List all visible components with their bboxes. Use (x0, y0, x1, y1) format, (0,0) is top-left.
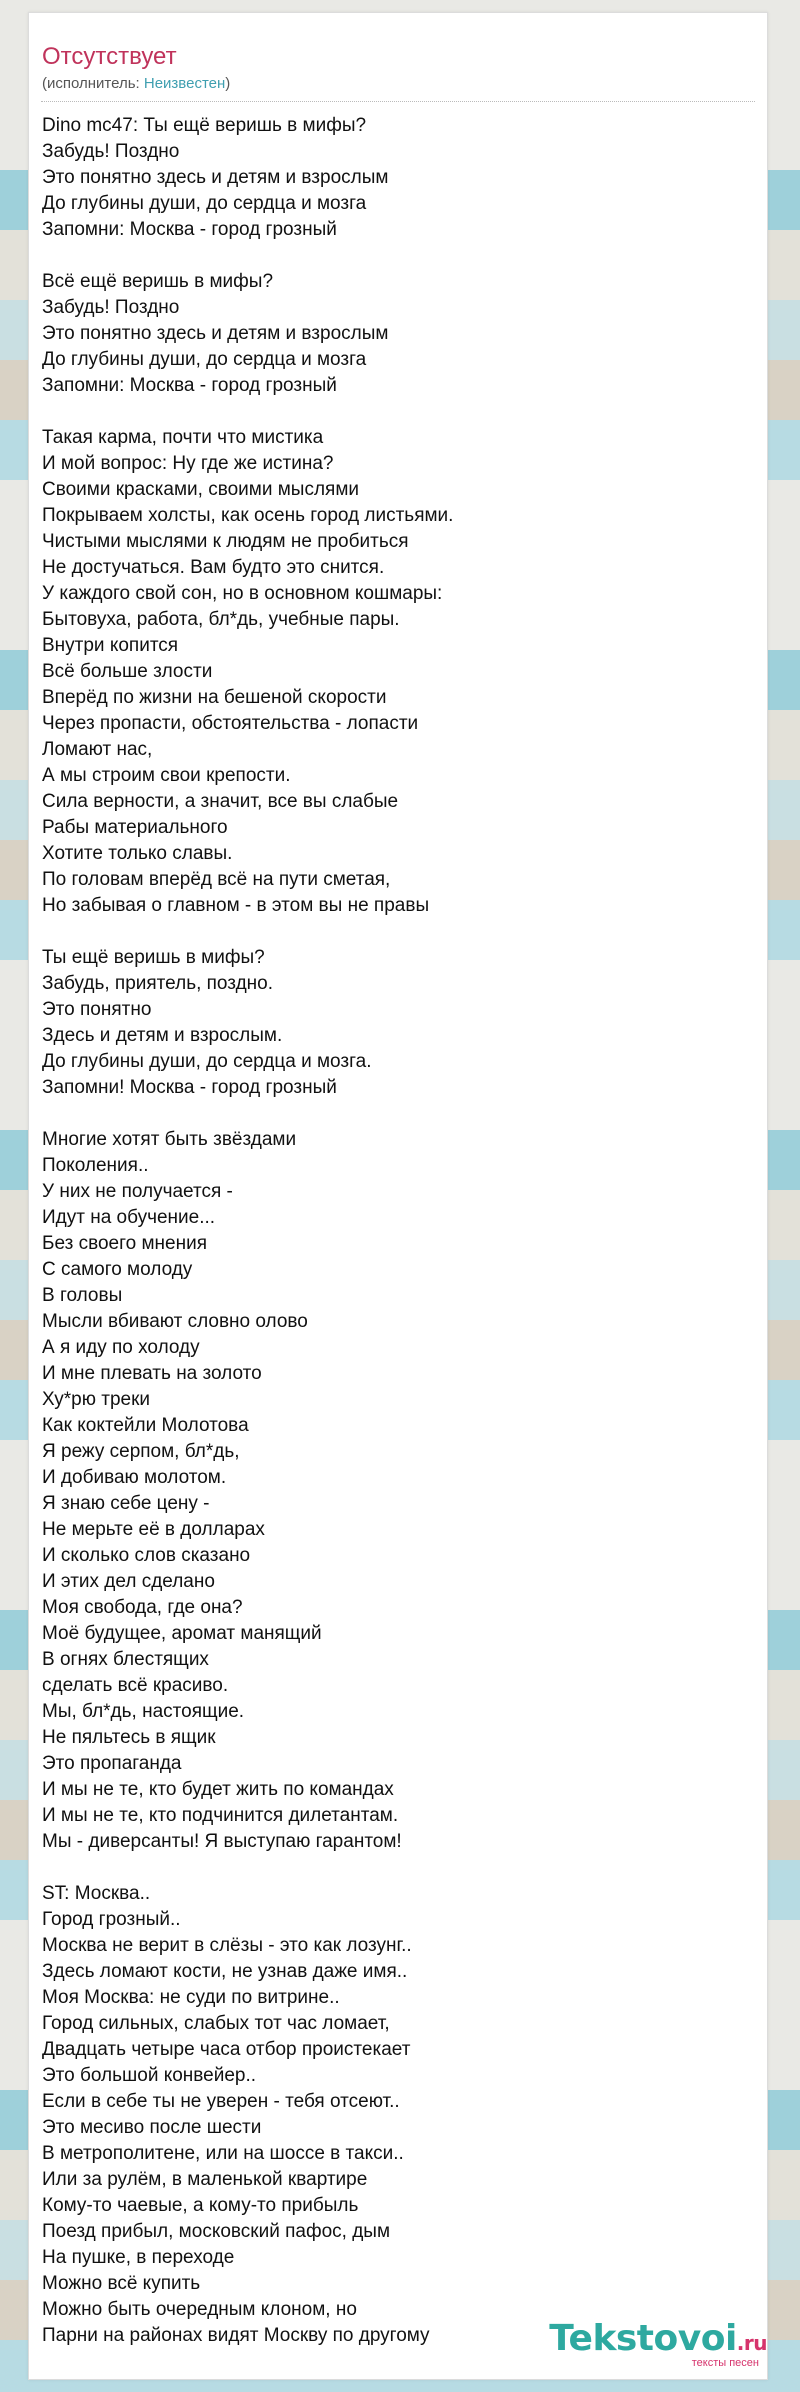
logo-tagline: тексты песен (691, 2357, 759, 2369)
performer-link[interactable]: Неизвестен (143, 75, 226, 92)
site-logo[interactable] (549, 2318, 767, 2369)
lyrics-card (28, 12, 768, 2380)
performer-line (42, 75, 230, 92)
performer-prefix: (исполнитель: (42, 75, 144, 92)
lyrics-text: Dino mc47: Ты ещё веришь в мифы? Забудь! Поздно Это понятно здесь и детям и взрослым До глубины души, до сердца и мозга Запомни: Москва - город грозный Всё ещё веришь в мифы? Забудь! Поздно Это понятно здесь и детям и взрослым До глубины души, до сердца и мозга Запомни: Москва - город грозный Такая карма, почти что мистика И мой вопрос: Ну где же истина? Своими красками, своими мыслями Покрываем холсты, как осень город листьями. Чистыми мыслями к людям не пробиться Не достучаться. Вам будто это снится. У каждого свой сон, но в основном кошмары: Бытовуха, работа, бл*дь, учебные пары. Внутри копится Всё больше злости Вперёд по жизни на бешеной скорости Через пропасти, обстоятельства - лопасти Ломают нас, А мы строим свои крепости. Сила верности, а значит, все вы слабые Рабы материального Хотите только славы. По головам вперёд всё на пути сметая, Но забывая о главном - в этом вы не правы Ты ещё веришь в мифы? Забудь, приятель, поздно. Это понятно Здесь и детям и взрослым. До глубины души, до сердца и мозга. Запомни! Москва - город грозный Многие хотят быть звёздами Поколения.. У них не получается - Идут на обучение... Без своего мнения С самого молоду В головы Мысли вбивают словно олово А я иду по холоду И мне плевать на золото Ху*рю треки Как коктейли Молотова Я режу серпом, бл*дь, И добиваю молотом. Я знаю себе цену - Не мерьте её в долларах И сколько слов сказано И этих дел сделано Моя свобода, где она? Моё будущее, аромат манящий В огнях блестящих сделать всё красиво. Мы, бл*дь, настоящие. Не пяльтесь в ящик Это пропаганда И мы не те, кто будет жить по командах И мы не те, кто подчинится дилетантам. Мы - диверсанты! Я выступаю гарантом! ST: Москва.. Город грозный.. Москва не верит в слёзы - это как лозунг.. Здесь ломают кости, не узнав даже имя.. Моя Москва: не суди по витрине.. Город сильных, слабых тот час ломает, Двадцать четыре часа отбор проистекает Это большой конвейер.. Если в себе ты не уверен - тебя отсеют.. Это месиво после шести В метрополитене, или на шоссе в такси.. Или за рулём, в маленькой квартире Кому-то чаевые, а кому-то прибыль Поезд прибыл, московский пафос, дым На пушке, в переходе Можно всё купить Можно быть очередным клоном, но Парни на районах видят Москву по другому (42, 115, 454, 2346)
logo-tld: .ru (736, 2331, 767, 2355)
song-title: Отсутствует (42, 43, 177, 70)
divider (41, 101, 755, 102)
logo-name: Tekstovoi (549, 2318, 737, 2359)
logo-wordmark (549, 2318, 767, 2359)
performer-suffix: ) (225, 75, 231, 92)
